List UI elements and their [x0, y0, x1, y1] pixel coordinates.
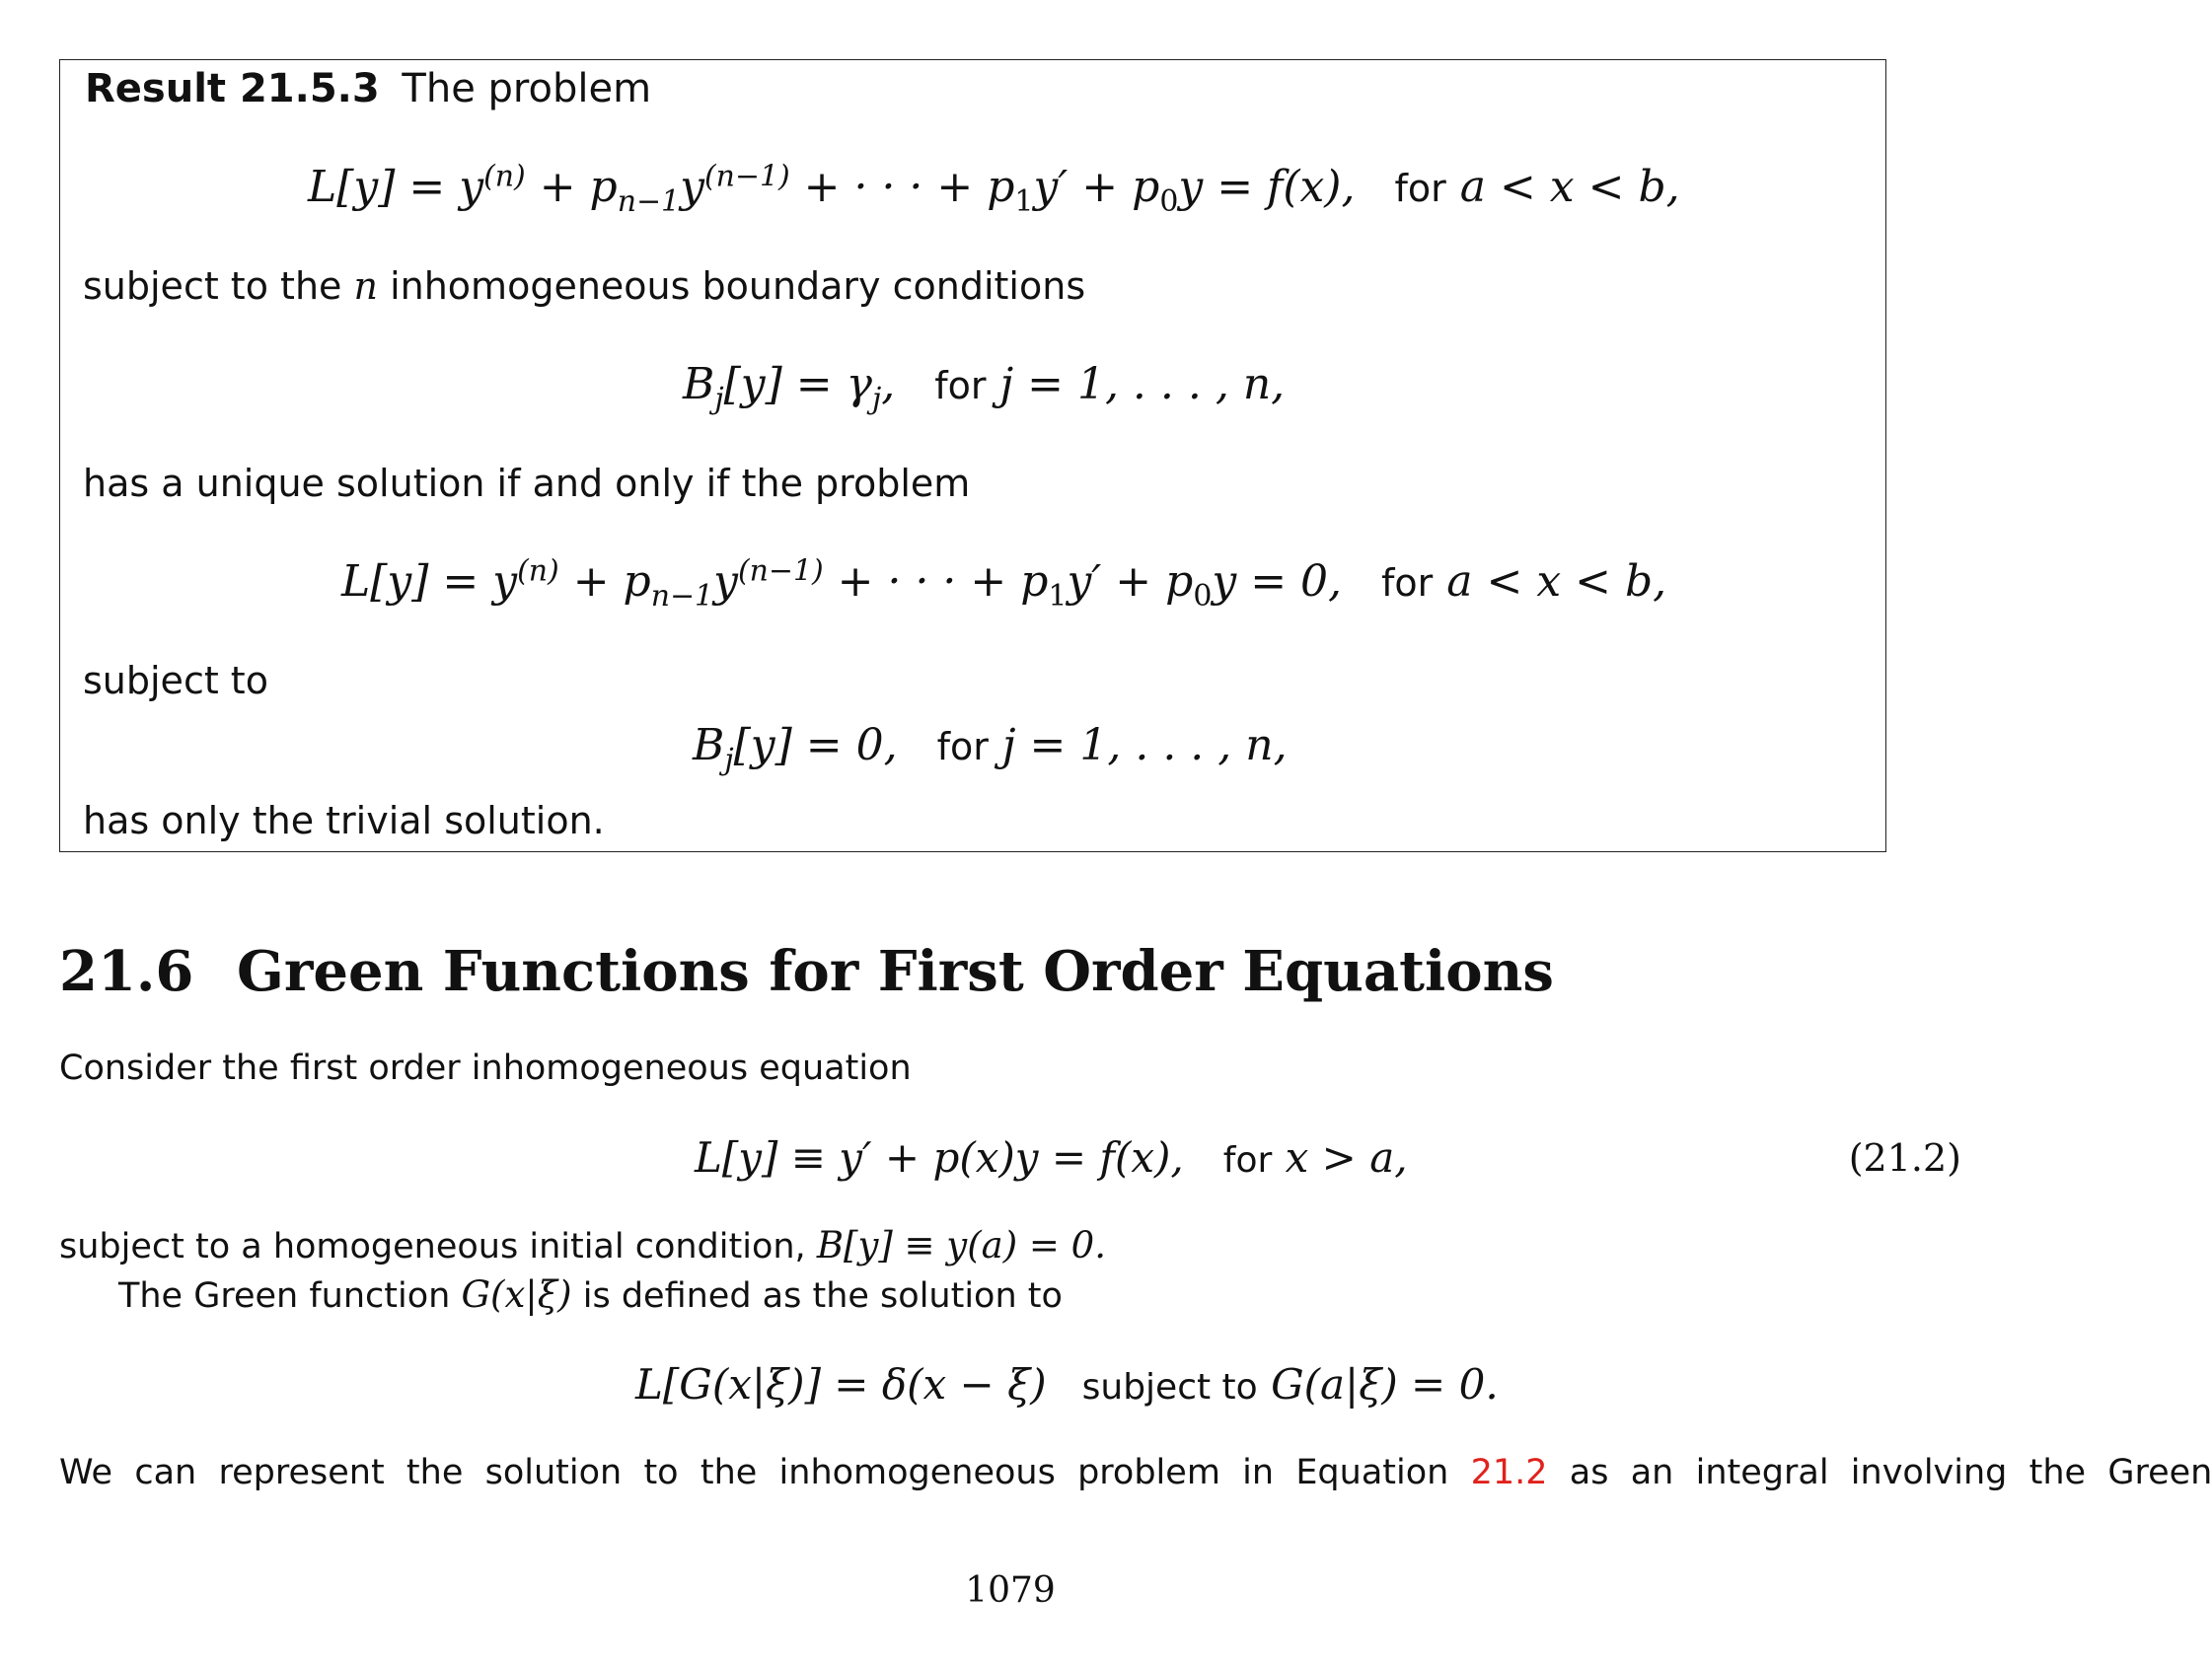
eq2-comma: , [881, 359, 896, 409]
eq1-sup-n1: (n−1) [703, 159, 790, 194]
p4-b: as an integral involving the Green [1569, 1453, 2212, 1492]
eq4-mid: [y] = 0, [733, 720, 898, 770]
p4-a: We can represent the solution to the inhomogeneous problem in Equation [59, 1453, 1449, 1492]
p3-b: is defined as the solution to [582, 1276, 1063, 1316]
green-function-definition [635, 1357, 1499, 1415]
result-text-2: has a unique solution if and only if the problem [83, 462, 971, 505]
eq3-sub-0: 0 [1193, 578, 1213, 614]
result-text-4: has only the trivial solution. [83, 799, 605, 842]
eq1-yprime: y′ + p [1033, 162, 1160, 212]
result-heading [85, 65, 651, 112]
p3-a: The Green function [118, 1276, 451, 1316]
eq3-y: y [713, 556, 738, 607]
section-title: Green Functions for First Order Equations [237, 939, 1554, 1004]
page-number: 1079 [965, 1570, 1056, 1611]
eq1-rest: + · · · + p [789, 162, 1015, 212]
equation-number: (21.2) [1848, 1136, 1961, 1180]
section-heading [59, 937, 1554, 1006]
eq1-cond-math: a < x < b, [1459, 162, 1680, 212]
eq2-cond-word: for [934, 364, 987, 407]
text1-var: n [353, 264, 378, 308]
body-paragraph-1: Consider the first order inhomogeneous equation [59, 1049, 912, 1088]
equation-21-2 [695, 1130, 1408, 1189]
eq4-cond-math: j = 1, . . . , n, [1001, 720, 1288, 770]
body-paragraph-4 [59, 1450, 2212, 1495]
eq4-sub-j: j [724, 742, 734, 777]
p3-math: G(x|ξ) [461, 1273, 572, 1316]
p2-math: B[y] ≡ y(a) = 0. [816, 1224, 1106, 1266]
eq1-plus-p: + p [525, 162, 618, 212]
result-equation-3 [341, 553, 1667, 614]
eq3-lhs: L[y] = y [341, 556, 518, 607]
p2-text: subject to a homogeneous initial condition, [59, 1227, 806, 1266]
eq1-sup-n: (n) [483, 159, 526, 194]
result-equation-2 [683, 357, 1286, 416]
text1-rest: inhomogeneous boundary conditions [390, 264, 1086, 308]
equation-reference-link[interactable]: 21.2 [1470, 1453, 1548, 1492]
eq3-sup-n1: (n−1) [737, 553, 824, 589]
eq3-cond-math: a < x < b, [1446, 556, 1667, 607]
body-paragraph-3 [118, 1272, 1063, 1319]
eq5-cond-math: x > a, [1285, 1133, 1408, 1182]
eq3-sub-n1: n−1 [650, 578, 714, 614]
eq5-cond-word: for [1222, 1140, 1273, 1181]
eq3-sub-1: 1 [1048, 578, 1068, 614]
body-paragraph-2 [59, 1223, 1106, 1269]
eq3-yprime: y′ + p [1067, 556, 1194, 607]
eq1-y: y [680, 162, 704, 212]
eq6-cond-word: subject to [1081, 1367, 1258, 1408]
eq2-mid: [y] = γ [723, 359, 872, 409]
result-equation-1 [308, 159, 1680, 219]
eq1-sub-1: 1 [1014, 183, 1034, 219]
result-label: Result 21.5.3 [85, 66, 380, 111]
eq1-tail: y = f(x), [1178, 162, 1356, 212]
result-intro: The problem [402, 66, 652, 111]
eq3-rest: + · · · + p [823, 556, 1049, 607]
eq3-tail: y = 0, [1212, 556, 1343, 607]
eq3-plus-p: + p [558, 556, 651, 607]
text1-a: subject to the [83, 264, 342, 308]
eq6-cond-math: G(a|ξ) = 0. [1271, 1360, 1499, 1409]
eq1-cond-word: for [1394, 167, 1446, 210]
eq6-lhs: L[G(x|ξ)] = δ(x − ξ) [635, 1360, 1047, 1409]
eq4-cond-word: for [936, 725, 989, 768]
eq5-lhs: L[y] ≡ y′ + p(x)y = f(x), [695, 1133, 1184, 1182]
section-number: 21.6 [59, 939, 194, 1004]
eq2-sub-j2: j [871, 381, 882, 416]
result-text-3: subject to [83, 659, 268, 702]
eq2-cond-math: j = 1, . . . , n, [999, 359, 1286, 409]
eq2-sub-j: j [714, 381, 724, 416]
eq1-sub-0: 0 [1159, 183, 1179, 219]
result-text-1 [83, 262, 1085, 310]
eq3-cond-word: for [1381, 561, 1434, 605]
eq1-lhs: L[y] = y [308, 162, 484, 212]
eq4-lhs: B [693, 720, 725, 770]
eq3-sup-n: (n) [517, 553, 559, 589]
eq2-lhs: B [683, 359, 715, 409]
result-equation-4 [693, 718, 1288, 777]
eq1-sub-n1: n−1 [617, 183, 681, 219]
